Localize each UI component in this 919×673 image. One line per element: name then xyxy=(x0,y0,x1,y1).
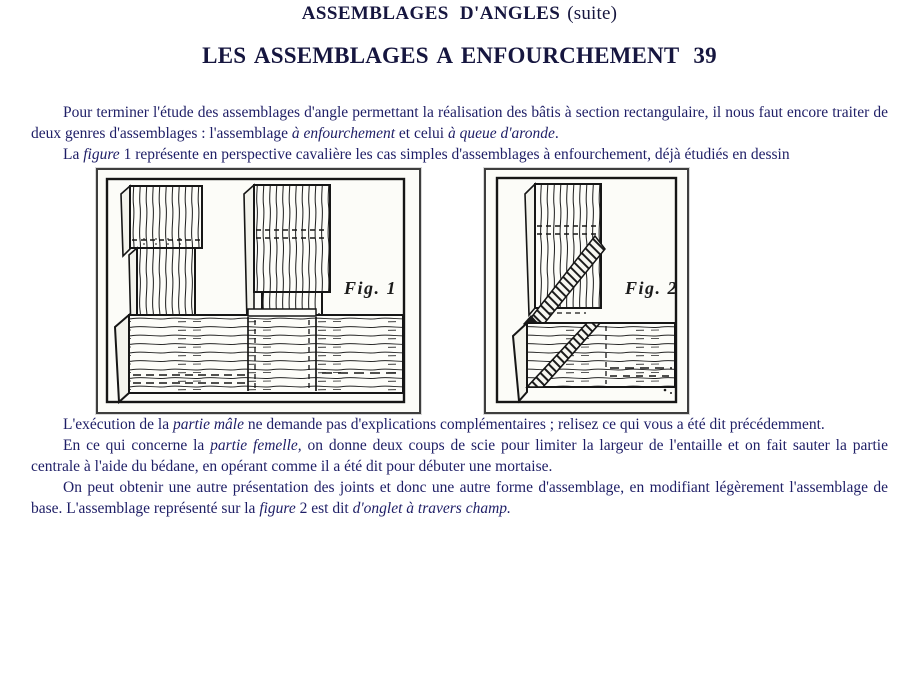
paragraph xyxy=(31,102,888,144)
text-run: et celui xyxy=(395,125,448,142)
text-run: on donne deux coups de scie pour limiter la largeur de l'entaille et on fait sauter la partie centrale à l'aide du bédane, en opérant comme il a été dit pour débuter une mortaise. xyxy=(31,437,888,475)
section-heading xyxy=(0,43,919,69)
text-run: La xyxy=(63,146,84,163)
text-run: L'exécution de la xyxy=(63,416,173,433)
page-content xyxy=(31,102,888,519)
text-run: ne demande pas d'explications complémentaires ; relisez ce qui vous a été dit précédemment. xyxy=(243,416,825,433)
italic-text: d'onglet à travers champ. xyxy=(352,500,511,517)
page-heading-main: ASSEMBLAGES D'ANGLES xyxy=(301,3,561,24)
paragraph xyxy=(31,435,888,477)
body-paragraphs xyxy=(31,414,888,519)
paragraph xyxy=(31,414,888,435)
section-heading-text: LES ASSEMBLAGES A ENFOURCHEMENT xyxy=(202,43,680,68)
figure-1 xyxy=(96,168,421,414)
figures-row xyxy=(96,168,888,414)
intro-paragraphs xyxy=(31,102,888,165)
text-run: . xyxy=(554,125,559,142)
text-run: En ce qui concerne la xyxy=(63,437,211,454)
italic-text: à enfourchement xyxy=(291,125,396,142)
italic-text: figure xyxy=(83,146,120,163)
paragraph xyxy=(31,477,888,519)
text-run: Pour terminer l'étude des assemblages d'angle permettant la réalisation des bâtis à section rectangulaire, il nous faut encore traiter de deux genres d'assemblages : l'assemblage xyxy=(31,104,888,142)
paragraph xyxy=(31,144,888,165)
italic-text: partie femelle, xyxy=(210,437,302,454)
page-heading-suffix: (suite) xyxy=(567,3,618,24)
italic-text: à queue d'aronde xyxy=(447,125,555,142)
text-run: 2 est dit xyxy=(295,500,353,517)
text-run: On peut obtenir une autre présentation des joints et donc une autre forme d'assemblage, en modifiant légèrement l'assemblage de base. L'assemblage représenté sur la xyxy=(31,479,888,517)
italic-text: partie mâle xyxy=(172,416,244,433)
figure-1-label: Fig. 1 xyxy=(344,278,398,298)
figure-2 xyxy=(484,168,689,414)
text-run: 1 représente en perspective cavalière les cas simples d'assemblages à enfourchement, déjà étudiés en dessin xyxy=(119,146,790,163)
figure-2-label: Fig. 2 xyxy=(625,278,679,298)
page-heading xyxy=(0,0,919,26)
page-number: 39 xyxy=(693,43,717,68)
italic-text: figure xyxy=(259,500,296,517)
